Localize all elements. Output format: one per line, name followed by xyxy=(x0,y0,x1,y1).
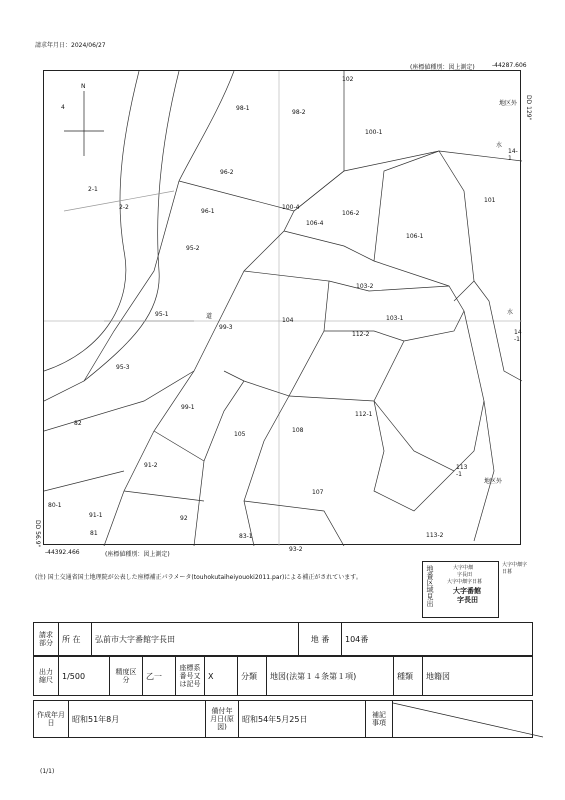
coord-system-value: X xyxy=(205,657,238,696)
area-vertical-label: 地番区域見出 xyxy=(426,565,434,607)
area-heading-box xyxy=(422,561,499,618)
type-label: 種類 xyxy=(394,657,423,696)
parcel-91-1: 91-1 xyxy=(89,512,103,519)
north-label: N xyxy=(81,83,86,90)
remarks-slash xyxy=(393,701,543,739)
parcel-103-1: 103-1 xyxy=(386,315,404,322)
parcel-83-1: 83-1 xyxy=(239,533,253,540)
road-label: 道 xyxy=(206,313,213,320)
parcel-92: 92 xyxy=(180,515,188,522)
area-main-1: 大字番館 xyxy=(453,587,481,595)
area-line-1: 大字中畑 xyxy=(453,565,474,571)
parcel-112-2: 112-2 xyxy=(352,331,370,338)
coord-top-right: -44287.606 xyxy=(492,62,527,69)
accuracy-label: 精度区分 xyxy=(110,657,143,696)
correction-note: (注) 国土交通省国土地理院が公表した座標補正パラメータ(touhokutaiheiyouoki2011.par)による補正がされています。 xyxy=(35,574,362,581)
coord-note-top: (座標値種別：図上測定) xyxy=(410,64,475,71)
parcel-98-2: 98-2 xyxy=(292,109,306,116)
parcel-2-2: 2-2 xyxy=(119,204,129,211)
parcel-93-2: 93-2 xyxy=(289,546,303,553)
page-number: (1/1) xyxy=(40,768,55,775)
area-outside-2: 地区外 xyxy=(484,478,503,485)
location-label: 所 在 xyxy=(59,623,92,656)
parcel-95-1: 95-1 xyxy=(155,311,169,318)
parcel-106-2: 106-2 xyxy=(342,210,360,217)
request-label: 請求部分 xyxy=(34,623,59,656)
recorded-label: 備付年月日(原図) xyxy=(206,701,239,738)
parcel-107: 107 xyxy=(312,489,324,496)
area-side-label: 大字中畑字日暮 xyxy=(502,562,528,575)
parcel-106-4: 106-4 xyxy=(306,220,324,227)
parcel-101: 101 xyxy=(484,197,496,204)
area-main-2: 字長田 xyxy=(457,596,478,604)
location-value: 弘前市大字番館字長田 xyxy=(92,623,299,656)
area-outside-1: 地区外 xyxy=(499,100,518,107)
parcel-2-1: 2-1 xyxy=(88,186,98,193)
parcel-102: 102 xyxy=(342,76,354,83)
coord-system-label: 座標系番号又は記号 xyxy=(176,657,205,696)
area-line-2: 字長田 xyxy=(457,572,473,578)
info-table-row2 xyxy=(33,656,533,696)
coord-right-vertical: DD 129" xyxy=(525,95,532,121)
parcel-81: 81 xyxy=(90,530,98,537)
area-line-3: 大字中畑字日暮 xyxy=(447,579,483,585)
parcel-96-1: 96-1 xyxy=(201,208,215,215)
parcel-96-2: 96-2 xyxy=(220,169,234,176)
lot-value: 104番 xyxy=(342,623,533,656)
lot-label: 地 番 xyxy=(299,623,342,656)
parcel-106-1: 106-1 xyxy=(406,233,424,240)
coord-left-vertical: DD 56.9" xyxy=(34,520,41,548)
recorded-value: 昭和54年5月25日 xyxy=(239,701,366,738)
class-value: 地図(法第１４条第１項) xyxy=(267,657,394,696)
created-value: 昭和51年8月 xyxy=(69,701,206,738)
parcel-80-1: 80-1 xyxy=(48,502,62,509)
parcel-113-2: 113-2 xyxy=(426,532,444,539)
coord-note-bottom: (座標値種別：図上測定) xyxy=(105,551,170,558)
class-label: 分類 xyxy=(238,657,267,696)
parcel-104: 104 xyxy=(282,317,294,324)
parcel-82: 82 xyxy=(74,420,82,427)
parcel-103-2: 103-2 xyxy=(356,283,374,290)
parcel-100-4: 100-4 xyxy=(282,204,300,211)
remarks-value xyxy=(393,701,533,738)
parcel-4: 4 xyxy=(61,104,65,111)
parcel-14-1-lower: 14 -1 xyxy=(514,329,522,343)
parcel-100-1: 100-1 xyxy=(365,129,383,136)
print-date: 請求年月日：2024/06/27 xyxy=(35,42,106,49)
created-label: 作成年月日 xyxy=(34,701,69,738)
remarks-label: 補記事項 xyxy=(366,701,393,738)
parcel-112-1: 112-1 xyxy=(355,411,373,418)
cadastral-map xyxy=(44,71,522,546)
water-label-2: 水 xyxy=(507,309,514,316)
parcel-95-2: 95-2 xyxy=(186,245,200,252)
parcel-113-1: 113 -1 xyxy=(456,464,468,478)
parcel-91-2: 91-2 xyxy=(144,462,158,469)
parcel-99-3: 99-3 xyxy=(219,324,233,331)
parcel-95-3: 95-3 xyxy=(116,364,130,371)
coord-bottom-left: -44392.466 xyxy=(45,549,80,556)
type-value: 地籍図 xyxy=(423,657,533,696)
scale-label: 出力縮尺 xyxy=(34,657,59,696)
water-label-1: 水 xyxy=(496,142,503,149)
accuracy-value: 乙一 xyxy=(143,657,176,696)
parcel-108: 108 xyxy=(292,427,304,434)
parcel-99-1: 99-1 xyxy=(181,404,195,411)
info-table-row3 xyxy=(33,700,533,738)
scale-value: 1/500 xyxy=(59,657,110,696)
parcel-14-1-upper: 14-1 xyxy=(508,148,518,162)
parcel-98-1: 98-1 xyxy=(236,105,250,112)
info-table-row1 xyxy=(33,622,533,656)
parcel-105: 105 xyxy=(234,431,246,438)
